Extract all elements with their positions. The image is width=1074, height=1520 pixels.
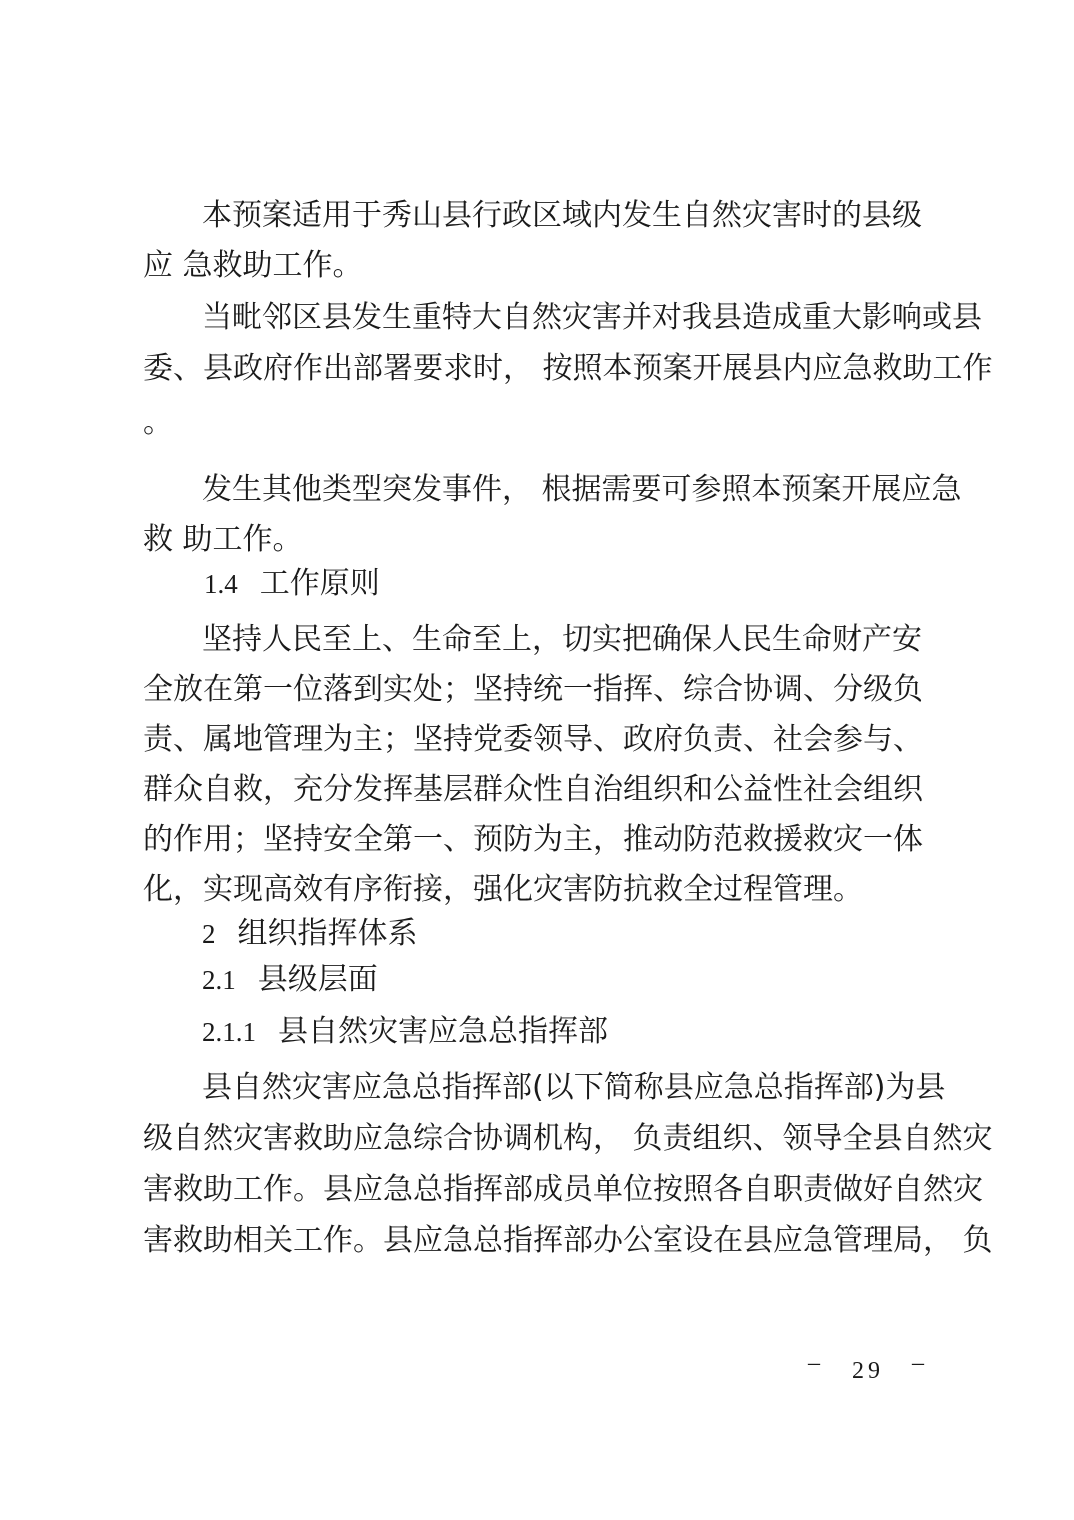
section-title: 组织指挥体系: [237, 916, 418, 951]
body-text-line: 害救助工作。县应急总指挥部成员单位按照各自职责做好自然灾: [143, 1172, 983, 1207]
section-title: 县自然灾害应急总指挥部: [278, 1014, 608, 1049]
body-text-line: 。: [143, 405, 173, 440]
body-text-line: 应 急救助工作。: [143, 248, 363, 283]
body-text-line: 害救助相关工作。县应急总指挥部办公室设在县应急管理局， 负: [143, 1223, 993, 1258]
body-text-line: 全放在第一位落到实处；坚持统一指挥、综合协调、分级负: [143, 672, 923, 707]
section-number: 2: [202, 919, 216, 949]
section-heading: [204, 566, 380, 602]
section-heading: [202, 962, 378, 998]
section-heading: [202, 916, 418, 952]
body-text-line: 责、属地管理为主；坚持党委领导、政府负责、社会参与、: [143, 722, 923, 757]
body-text-line: 县自然灾害应急总指挥部(以下简称县应急总指挥部)为县: [202, 1070, 946, 1105]
body-text-line: 级自然灾害救助应急综合协调机构， 负责组织、领导全县自然灾: [143, 1121, 993, 1156]
section-heading: [202, 1014, 608, 1050]
section-number: 2.1.1: [202, 1017, 256, 1047]
body-text-line: 化，实现高效有序衔接，强化灾害防抗救全过程管理。: [143, 872, 863, 907]
section-title: 工作原则: [259, 566, 380, 601]
section-title: 县级层面: [257, 962, 378, 997]
body-text-line: 救 助工作。: [143, 522, 303, 557]
page-number-dash-left: –: [808, 1350, 824, 1376]
body-text-line: 的作用；坚持安全第一、预防为主，推动防范救援救灾一体: [143, 822, 923, 857]
body-text-line: 群众自救，充分发挥基层群众性自治组织和公益性社会组织: [143, 772, 923, 807]
body-text-line: 发生其他类型突发事件， 根据需要可参照本预案开展应急: [202, 472, 962, 507]
body-text-line: 委、县政府作出部署要求时， 按照本预案开展县内应急救助工作: [143, 351, 993, 386]
page-number: [808, 1350, 928, 1386]
body-text-line: 本预案适用于秀山县行政区域内发生自然灾害时的县级: [202, 198, 922, 233]
page-number-dash-right: –: [912, 1350, 928, 1376]
body-text-line: 坚持人民至上、生命至上，切实把确保人民生命财产安: [202, 622, 922, 657]
section-number: 2.1: [202, 965, 236, 995]
body-text-line: 当毗邻区县发生重特大自然灾害并对我县造成重大影响或县: [202, 300, 982, 335]
section-number: 1.4: [204, 569, 238, 599]
page-number-value: 29: [852, 1358, 884, 1384]
